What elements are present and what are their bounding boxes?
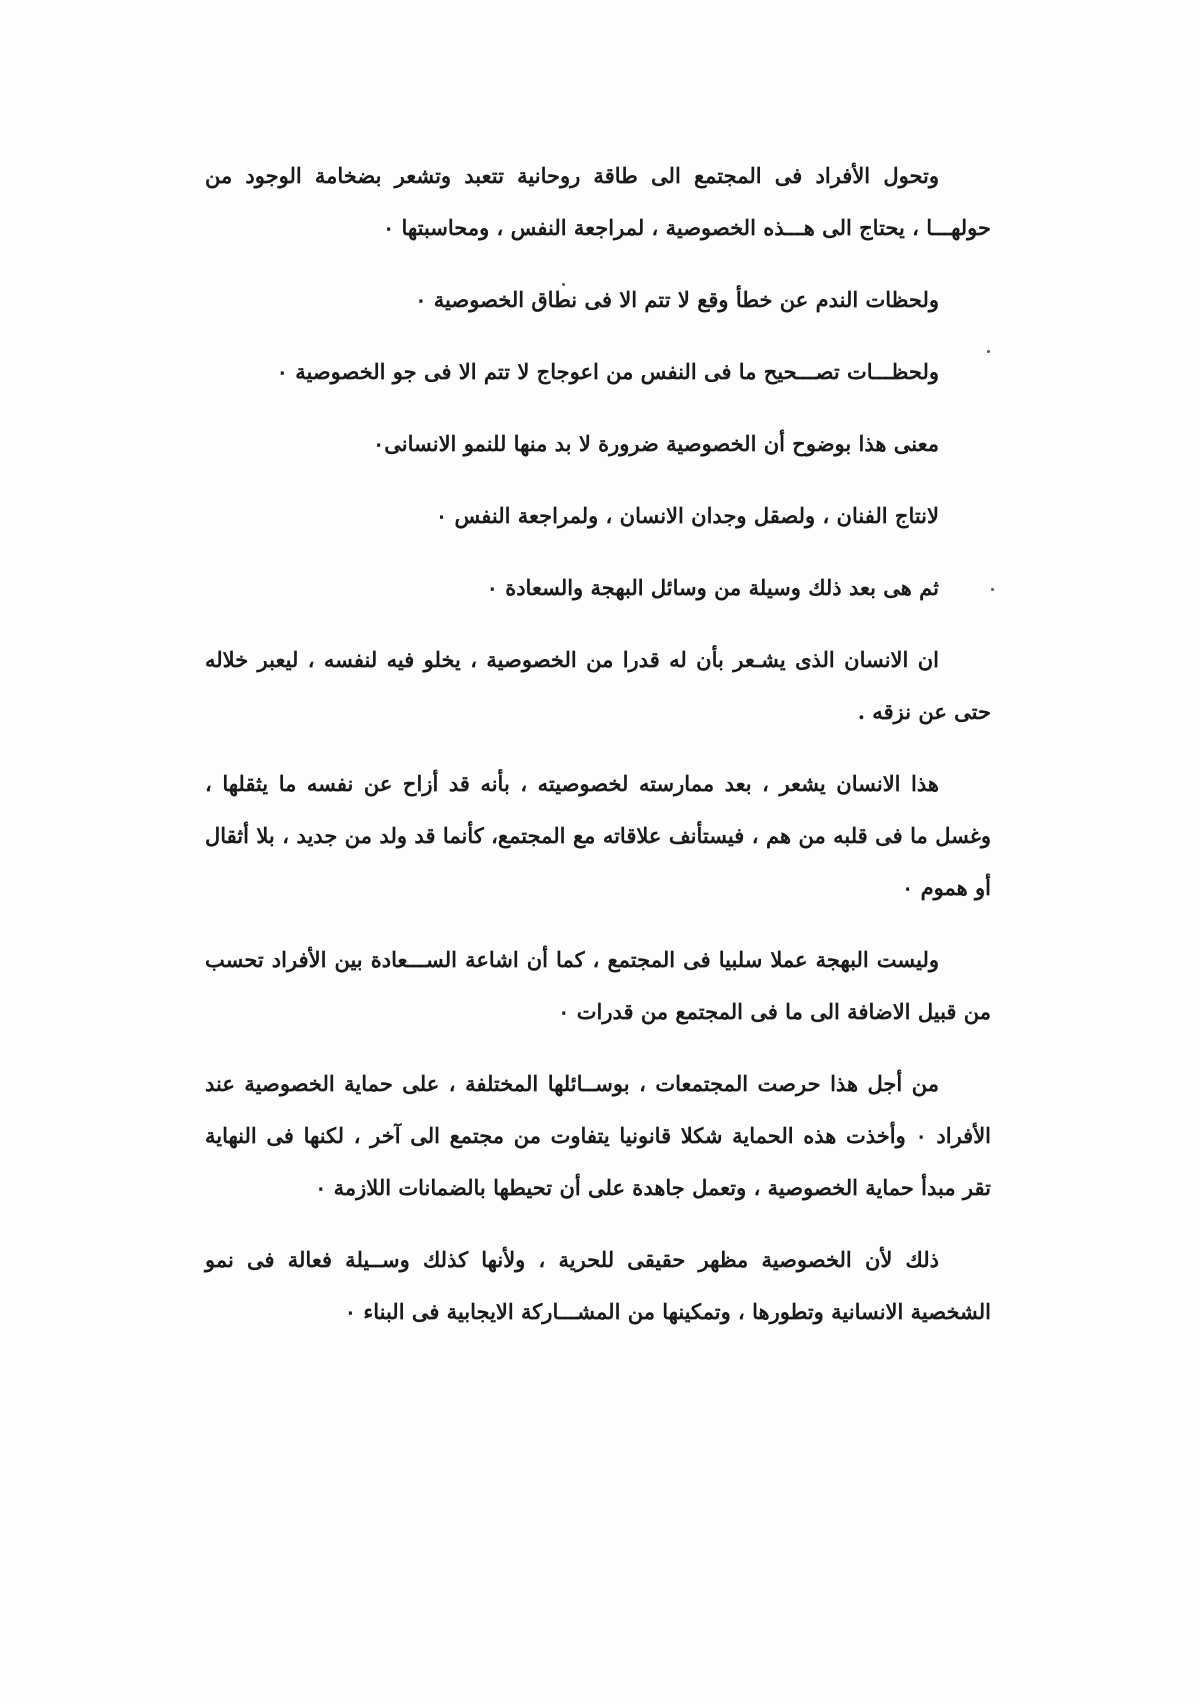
paragraph-10: من أجل هذا حرصت المجتمعات ، بوســائلها المختلفة ، على حماية الخصوصية عند الأفراد ٠ وأخذت هذه الحماية شكلا قانونيا يتفاوت من مجتمع الى آخر ، لكنها فى النهاية تقر مبدأ حماية الخصوصية ، وتعمل جاهدة على أن تحيطها بالضمانات اللازمة ٠: [205, 1071, 992, 1200]
paragraph-7: ان الانسان الذى يشـعر بأن له قدرا من الخصوصية ، يخلو فيه لنفسه ، ليعبر خلاله حتى عن نزقه .: [205, 647, 991, 724]
scan-speck: [991, 588, 994, 591]
paragraph-9: وليست البهجة عملا سلبيا فى المجتمع ، كما أن اشاعة الســـعادة بين الأفراد تحسب من قبيل الاضافة الى ما فى المجتمع من قدرات ٠: [205, 947, 991, 1024]
scan-speck: [562, 283, 565, 286]
paragraph-6: ثم هى بعد ذلك وسيلة من وسائل البهجة والسعادة ٠: [486, 575, 939, 600]
paragraph-1: وتحول الأفراد فى المجتمع الى طاقة روحانية تتعبد وتشعر بضخامة الوجود من حولهـــا ، يحتاج الى هـــذه الخصوصية ، لمراجعة النفس ، ومحاسبتها ٠: [205, 163, 991, 240]
paragraph-5: لانتاج الفنان ، ولصقل وجدان الانسان ، ولمراجعة النفس ٠: [435, 503, 939, 528]
paragraph-3: ولحظـــات تصـــحيح ما فى النفس من اعوجاج لا تتم الا فى جو الخصوصية ٠: [276, 359, 939, 384]
paragraph-4: معنى هذا بوضوح أن الخصوصية ضرورة لا بد منها للنمو الانسانى٠: [372, 431, 939, 456]
paragraph-11: ذلك لأن الخصوصية مظهر حقيقى للحرية ، ولأنها كذلك وســيلة فعالة فى نمو الشخصية الانسانية وتطورها ، وتمكينها من المشـــاركة الايجابية فى البناء ٠: [205, 1247, 991, 1324]
scan-speck: [987, 350, 990, 353]
body-text: [205, 150, 991, 1358]
paragraph-2: ولحظات الندم عن خطأ وقع لا تتم الا فى نطاق الخصوصية ٠: [415, 287, 939, 312]
paragraph-8: هذا الانسان يشعر ، بعد ممارسته لخصوصيته ، بأنه قد أزاح عن نفسه ما يثقلها ، وغسل ما فى قلبه من هم ، فيستأنف علاقاته مع المجتمع، كأنما قد ولد من جديد ، بلا أثقال أو هموم ٠: [205, 771, 991, 900]
